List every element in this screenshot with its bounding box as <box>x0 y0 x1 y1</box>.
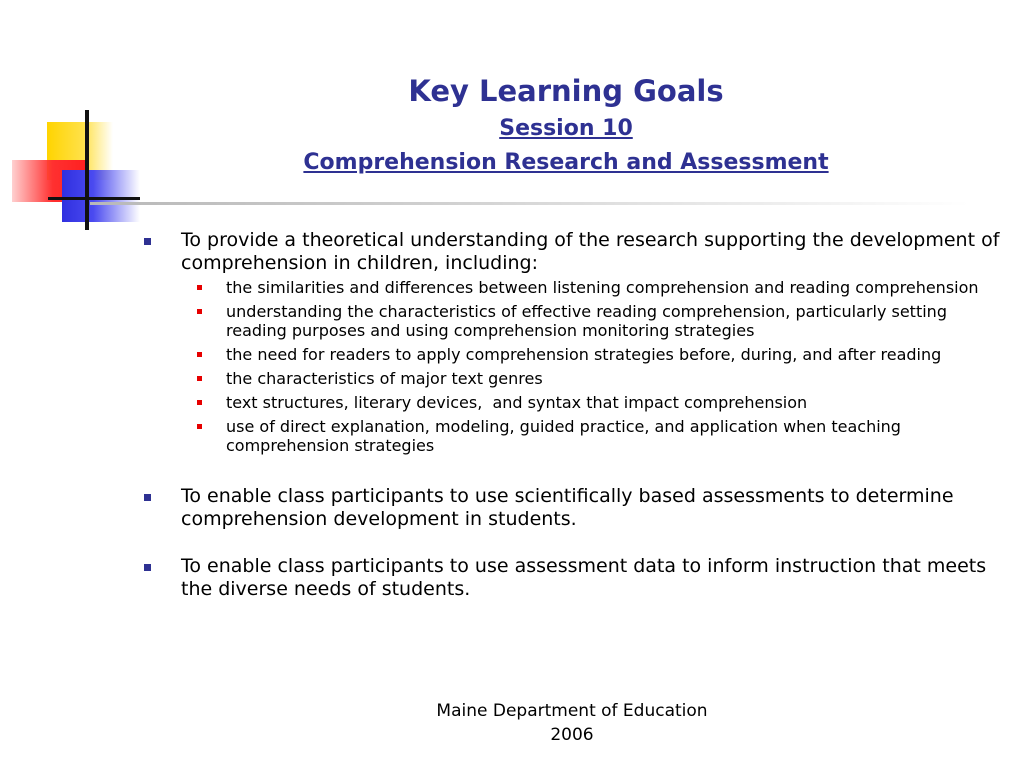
goal-text: To provide a theoretical understanding of the research supporting the development of comprehension in children, including: <box>181 229 1000 274</box>
subgoal-item <box>181 278 1000 297</box>
subgoal-text: the characteristics of major text genres <box>226 369 543 388</box>
square-bullet-icon <box>144 494 151 501</box>
slide-subtitle-topic: Comprehension Research and Assessment <box>303 150 829 175</box>
subgoal-text: the similarities and differences between listening comprehension and reading comprehension <box>226 278 979 297</box>
small-square-bullet-icon <box>197 285 202 290</box>
logo-horizontal-line <box>48 197 140 200</box>
subgoal-item <box>181 393 1000 412</box>
small-square-bullet-icon <box>197 309 202 314</box>
subgoal-item <box>181 369 1000 388</box>
slide-footer <box>372 699 772 747</box>
subgoals-list <box>181 278 1000 455</box>
goal-item <box>140 555 1000 601</box>
goal-text: To enable class participants to use scientifically based assessments to determine comprehension development in students. <box>181 485 954 530</box>
logo-vertical-line <box>85 110 89 230</box>
goals-list <box>140 229 1000 601</box>
small-square-bullet-icon <box>197 424 202 429</box>
subgoal-text: the need for readers to apply comprehension strategies before, during, and after reading <box>226 345 942 364</box>
subgoal-item <box>181 417 1000 455</box>
small-square-bullet-icon <box>197 400 202 405</box>
subgoal-text: text structures, literary devices, and syntax that impact comprehension <box>226 393 808 412</box>
subgoal-text: understanding the characteristics of effective reading comprehension, particularly setting reading purposes and using comprehension monitoring strategies <box>226 302 947 340</box>
title-divider <box>90 202 970 205</box>
goal-text: To enable class participants to use assessment data to inform instruction that meets the diverse needs of students. <box>181 555 987 600</box>
slide-header <box>130 70 1002 180</box>
subgoal-text: use of direct explanation, modeling, guided practice, and application when teaching comprehension strategies <box>226 417 901 455</box>
footer-organization: Maine Department of Education <box>436 701 708 721</box>
small-square-bullet-icon <box>197 376 202 381</box>
blue-square <box>62 170 140 222</box>
slide-title: Key Learning Goals <box>408 74 724 108</box>
subgoal-item <box>181 345 1000 364</box>
footer-year: 2006 <box>550 725 594 745</box>
small-square-bullet-icon <box>197 352 202 357</box>
slide-body <box>140 229 1000 625</box>
subgoal-item <box>181 302 1000 340</box>
slide-subtitle-session: Session 10 <box>499 116 633 141</box>
goal-item <box>140 229 1000 455</box>
square-bullet-icon <box>144 238 151 245</box>
goal-item <box>140 485 1000 531</box>
square-bullet-icon <box>144 564 151 571</box>
